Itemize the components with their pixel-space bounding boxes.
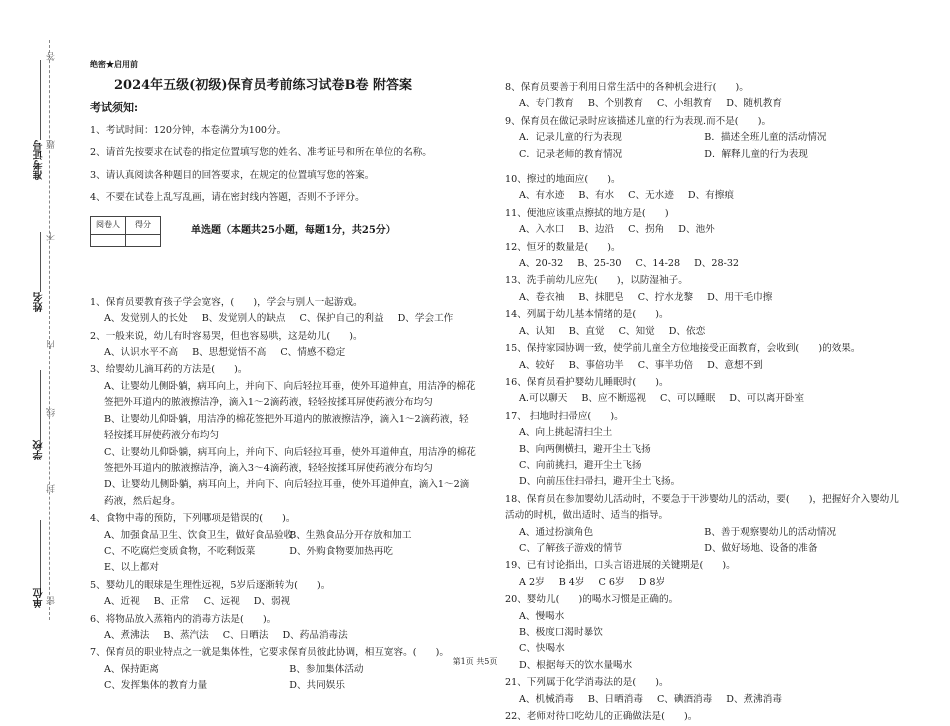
answer-option[interactable]: D、外购食物要加热再吃 bbox=[289, 545, 393, 557]
question-text: 3、给婴幼儿滴耳药的方法是( )。 bbox=[90, 364, 248, 376]
question-item bbox=[505, 409, 905, 491]
notice-line: 1、考试时间：120分钟，本卷满分为100分。 bbox=[90, 124, 287, 136]
answer-option[interactable]: A.可以聊天 bbox=[519, 393, 568, 405]
option-list bbox=[505, 130, 905, 163]
answer-option[interactable]: B．描述全班儿童的活动情况 bbox=[704, 132, 827, 144]
answer-option[interactable]: C、小组教育 bbox=[656, 98, 713, 110]
question-item bbox=[505, 709, 905, 725]
score-cell[interactable] bbox=[126, 234, 161, 246]
answer-option[interactable]: A、入水口 bbox=[519, 224, 565, 236]
answer-option[interactable]: A、卷衣袖 bbox=[519, 291, 565, 303]
answer-option[interactable]: C、不吃腐烂变质食物，不吃剩饭菜 bbox=[104, 545, 256, 557]
option-list bbox=[505, 188, 905, 204]
option-list bbox=[90, 345, 490, 361]
answer-option[interactable]: B、应不断巡视 bbox=[581, 393, 646, 405]
answer-option[interactable]: C．记录老师的教育情况 bbox=[519, 148, 623, 160]
page-title: 2024年五级(初级)保育员考前练习试卷B卷 附答案 bbox=[114, 78, 412, 94]
answer-option[interactable]: D、28-32 bbox=[694, 258, 740, 270]
question-text: 1、保育员要教育孩子学会宽容，( )，学会与别人一起游戏。 bbox=[90, 296, 363, 308]
section-title: 单选题（本题共25小题，每题1分，共25分） bbox=[191, 225, 396, 237]
answer-option[interactable]: A．记录儿童的行为表现 bbox=[519, 132, 622, 144]
answer-option[interactable]: D、池外 bbox=[678, 224, 715, 236]
answer-option[interactable]: D、依恋 bbox=[668, 325, 706, 337]
seal-mark: 题 bbox=[47, 140, 57, 149]
notice-line: 2、请首先按要求在试卷的指定位置填写您的姓名、准考证号和所在单位的名称。 bbox=[90, 147, 432, 159]
exam-number-label: 准考证号 bbox=[34, 140, 45, 180]
answer-option[interactable]: A、认识水平不高 bbox=[104, 347, 179, 359]
unit-underline bbox=[40, 520, 41, 588]
question-list bbox=[505, 80, 905, 163]
option-list bbox=[505, 425, 905, 491]
answer-option[interactable]: D、可以离开卧室 bbox=[729, 393, 805, 405]
answer-option[interactable]: D、意想不到 bbox=[707, 359, 763, 371]
answer-option[interactable]: C、可以睡眠 bbox=[659, 393, 716, 405]
answer-option[interactable]: B、边沿 bbox=[578, 224, 615, 236]
option-list bbox=[505, 222, 905, 238]
score-cell[interactable] bbox=[91, 234, 126, 246]
school-label: 学校 bbox=[34, 440, 45, 460]
question-item bbox=[90, 295, 490, 328]
left-column bbox=[90, 56, 490, 696]
question-item bbox=[505, 341, 905, 374]
answer-option[interactable]: D 8岁 bbox=[638, 576, 666, 588]
option-list bbox=[90, 379, 490, 510]
unit-label: 单位 bbox=[34, 588, 45, 608]
answer-option[interactable]: A、加强食品卫生、饮食卫生，做好食品验收 bbox=[104, 529, 294, 541]
question-item bbox=[505, 114, 905, 163]
notice-line: 3、请认真阅读各种题目的回答要求，在规定的位置填写您的答案。 bbox=[90, 169, 375, 181]
answer-option[interactable]: A、近视 bbox=[104, 596, 140, 608]
secret-marker: 绝密★启用前 bbox=[90, 59, 138, 69]
school-underline bbox=[40, 370, 41, 440]
answer-option[interactable]: B、发觉别人的缺点 bbox=[201, 313, 286, 325]
seal-mark: 内 bbox=[47, 340, 57, 349]
answer-option[interactable]: D、随机教育 bbox=[726, 98, 782, 110]
answer-option[interactable]: D、共同娱乐 bbox=[289, 680, 345, 692]
question-item bbox=[505, 206, 905, 239]
answer-option[interactable]: B、有水 bbox=[578, 190, 615, 202]
question-text: 16、保育员看护婴幼儿睡眠时( )。 bbox=[505, 376, 669, 388]
question-text: 4、食物中毒的预防，下列哪项是错误的( )。 bbox=[90, 513, 296, 525]
answer-option[interactable]: B、直觉 bbox=[568, 325, 605, 337]
question-item bbox=[90, 511, 490, 577]
question-item bbox=[505, 492, 905, 558]
question-item bbox=[505, 172, 905, 205]
question-text: 19、已有讨论指出，口头言语进展的关键期是( )。 bbox=[505, 560, 736, 572]
answer-option[interactable]: C、知觉 bbox=[618, 325, 655, 337]
answer-option[interactable]: B、正常 bbox=[153, 596, 190, 608]
answer-option[interactable]: C、碘酒消毒 bbox=[656, 693, 713, 705]
answer-option[interactable]: C、远视 bbox=[203, 596, 240, 608]
answer-option[interactable]: B 4岁 bbox=[558, 576, 585, 588]
option-list bbox=[505, 692, 905, 708]
answer-option[interactable]: A、煮沸法 bbox=[104, 629, 150, 641]
option-list bbox=[90, 628, 490, 644]
question-text: 15、保持家园协调一致，使学前儿童全方位地接受正面教育，会收到( )的效果。 bbox=[505, 343, 861, 355]
answer-option[interactable]: C、14-28 bbox=[635, 258, 681, 270]
exam-number-underline bbox=[40, 60, 41, 140]
question-text: 6、将物品放入蒸箱内的消毒方法是( )。 bbox=[90, 613, 277, 625]
answer-option[interactable]: D、让婴幼儿侧卧躺，病耳向上，并向下、向后轻拉耳垂，使外耳道伸直，滴入1～2滴药液，然后起身。 bbox=[104, 479, 470, 507]
question-text: 2、一般来说，幼儿有时容易哭，但也容易哄，这是幼儿( )。 bbox=[90, 330, 363, 342]
question-item bbox=[90, 329, 490, 362]
score-table-score: 得分 bbox=[126, 217, 161, 234]
answer-option[interactable]: E、以上都对 bbox=[104, 562, 159, 574]
question-text: 12、恒牙的数量是( )。 bbox=[505, 241, 621, 253]
answer-option[interactable]: A、机械消毒 bbox=[519, 693, 574, 705]
answer-option[interactable]: B、善于观察婴幼儿的活动情况 bbox=[704, 526, 837, 538]
answer-option[interactable]: B、思想觉悟不高 bbox=[192, 347, 267, 359]
answer-option[interactable]: B、极度口渴时暴饮 bbox=[519, 627, 603, 638]
score-table-grader: 阅卷人 bbox=[91, 217, 126, 234]
answer-option[interactable]: C、事半功倍 bbox=[637, 359, 694, 371]
answer-option[interactable]: A、保持距离 bbox=[104, 663, 159, 675]
answer-option[interactable]: A 2岁 bbox=[519, 576, 545, 588]
answer-option[interactable]: C、快喝水 bbox=[519, 643, 565, 655]
notice-heading: 考试须知: bbox=[90, 101, 139, 115]
question-item bbox=[505, 558, 905, 591]
answer-option[interactable]: B、日晒消毒 bbox=[587, 693, 643, 705]
answer-option[interactable]: A、较好 bbox=[519, 359, 555, 371]
spacer bbox=[90, 247, 490, 295]
answer-option[interactable]: B、向两侧横扫，避开尘土飞扬 bbox=[519, 443, 651, 455]
answer-option[interactable]: D、煮沸消毒 bbox=[726, 693, 782, 705]
answer-option[interactable]: C 6岁 bbox=[598, 576, 625, 588]
answer-option[interactable]: D、根据每天的饮水量喝水 bbox=[519, 659, 633, 671]
answer-option[interactable]: C、拧水龙黎 bbox=[637, 291, 694, 303]
option-list bbox=[90, 311, 490, 327]
spacer bbox=[505, 164, 905, 172]
answer-option[interactable]: B、25-30 bbox=[577, 258, 622, 270]
answer-option[interactable]: A、慢喝水 bbox=[519, 610, 565, 622]
question-item bbox=[505, 307, 905, 340]
answer-option[interactable]: A、让婴幼儿侧卧躺，病耳向上，并向下、向后轻拉耳垂，使外耳道伸直，用洁净的棉花签把外耳道内的脓液擦洁净，滴入1～2滴药液，轻轻按揉耳屏使药液分布均匀 bbox=[104, 380, 476, 409]
question-text: 14、列属于幼儿基本情绪的是( )。 bbox=[505, 309, 669, 321]
question-text: 5、婴幼儿的眼球是生理性远视，5岁后逐渐转为( )。 bbox=[90, 579, 331, 591]
question-text: 8、保育员要善于利用日常生活中的各种机会进行( )。 bbox=[505, 82, 749, 93]
answer-option[interactable]: A、专门教育 bbox=[519, 98, 574, 110]
answer-option[interactable]: C、向前挑扫，避开尘土飞扬 bbox=[519, 459, 642, 471]
answer-option[interactable]: D、弱视 bbox=[253, 596, 291, 608]
question-text: 13、洗手前幼儿应先( )，以防湿袖子。 bbox=[505, 275, 688, 287]
question-item bbox=[505, 273, 905, 306]
seal-mark: 封 bbox=[47, 484, 57, 493]
answer-option[interactable]: C、情感不稳定 bbox=[280, 347, 346, 359]
option-list bbox=[505, 290, 905, 306]
option-list bbox=[90, 528, 490, 577]
answer-option[interactable]: C、了解孩子游戏的情节 bbox=[519, 542, 623, 554]
option-list bbox=[90, 594, 490, 610]
question-text: 7、保育员的职业特点之一就是集体性，它要求保育员彼此协调，相互宽容。( )。 bbox=[90, 647, 449, 659]
option-list bbox=[505, 324, 905, 340]
binding-margin bbox=[0, 0, 60, 671]
question-text: 17、 扫地时扫帚应( )。 bbox=[505, 410, 624, 422]
question-text: 20、婴幼儿( )的喝水习惯是正确的。 bbox=[505, 594, 679, 606]
question-text: 21、下列属于化学消毒法的是( )。 bbox=[505, 677, 669, 689]
answer-option[interactable]: A、20-32 bbox=[519, 258, 564, 270]
answer-option[interactable]: C、拐角 bbox=[628, 224, 665, 236]
answer-option[interactable]: C、保护自己的利益 bbox=[299, 313, 384, 325]
question-text: 22、老师对待口吃幼儿的正确做法是( )。 bbox=[505, 711, 698, 723]
answer-option[interactable]: A、有水迹 bbox=[519, 190, 565, 202]
answer-option[interactable]: D、学会工作 bbox=[397, 313, 454, 325]
answer-option[interactable]: D．解释儿童的行为表现 bbox=[704, 148, 808, 160]
seal-mark: 线 bbox=[47, 408, 57, 417]
answer-option[interactable]: C、让婴幼儿仰卧躺，病耳向上，并向下、向后轻拉耳垂，使外耳道伸直，用洁净的棉花签把外耳道内的脓液擦洁净，滴入3～4滴药液，轻轻按揉耳屏使药液分布均匀 bbox=[104, 446, 476, 474]
answer-option[interactable]: D、向前压住扫帚扫，避开尘土飞扬。 bbox=[519, 476, 681, 488]
answer-option[interactable]: C、无水迹 bbox=[628, 190, 674, 202]
answer-option[interactable]: A、向上挑起清扫尘土 bbox=[519, 427, 613, 439]
seal-mark: 不 bbox=[47, 232, 57, 241]
question-item bbox=[505, 675, 905, 708]
right-column bbox=[505, 84, 905, 726]
option-list bbox=[505, 575, 905, 591]
score-table bbox=[90, 216, 161, 246]
answer-option[interactable]: D、有擦痕 bbox=[687, 190, 734, 202]
option-list bbox=[505, 358, 905, 374]
question-item bbox=[90, 578, 490, 611]
page-number: 第1页 共5页 bbox=[452, 657, 498, 666]
question-text: 11、便池应该重点擦拭的地方是( ) bbox=[505, 207, 669, 219]
answer-option[interactable]: A、认知 bbox=[519, 325, 555, 337]
question-item bbox=[505, 240, 905, 273]
question-item bbox=[90, 645, 490, 694]
score-row bbox=[90, 216, 490, 246]
seal-mark: 密 bbox=[47, 596, 57, 605]
answer-option[interactable]: C、日晒法 bbox=[222, 629, 269, 641]
question-text: 18、保育员在参加婴幼儿活动时，不要急于干涉婴幼儿的活动，要( )，把握好介入婴幼儿活动的时机，做出适时、适当的指导。 bbox=[505, 493, 899, 522]
answer-option[interactable]: C、发挥集体的教育力量 bbox=[104, 680, 208, 692]
option-list bbox=[505, 525, 905, 558]
question-item bbox=[90, 362, 490, 510]
question-item bbox=[90, 612, 490, 645]
name-label: 姓名 bbox=[34, 292, 45, 312]
question-list bbox=[505, 172, 905, 725]
answer-option[interactable]: B、让婴幼儿仰卧躺，用洁净的棉花签把外耳道内的脓液擦洁净，滴入1～2滴药液，轻轻按揉耳屏使药液分布均匀 bbox=[104, 413, 469, 442]
seal-mark: 答 bbox=[47, 52, 57, 61]
answer-option[interactable]: A、通过扮演角色 bbox=[519, 526, 594, 538]
option-list bbox=[505, 96, 905, 112]
answer-option[interactable]: B、蒸汽法 bbox=[163, 629, 209, 641]
question-text: 10、擦过的地面应( )。 bbox=[505, 174, 621, 186]
question-item bbox=[505, 80, 905, 113]
question-text: 9、保育员在做记录时应该描述儿童的行为表现.而不是( )。 bbox=[505, 115, 772, 127]
option-list bbox=[505, 256, 905, 272]
answer-option[interactable]: B、抹肥皂 bbox=[578, 291, 624, 303]
answer-option[interactable]: A、发觉别人的长处 bbox=[104, 313, 188, 325]
answer-option[interactable]: B、生熟食品分开存放和加工 bbox=[289, 529, 412, 541]
answer-option[interactable]: D、药品消毒法 bbox=[282, 629, 348, 641]
question-item bbox=[505, 375, 905, 408]
seal-line bbox=[49, 40, 50, 620]
answer-option[interactable]: B、个别教育 bbox=[587, 98, 643, 110]
name-underline bbox=[40, 232, 41, 292]
question-list bbox=[90, 295, 490, 695]
option-list bbox=[505, 391, 905, 407]
answer-option[interactable]: B、事倍功半 bbox=[568, 359, 624, 371]
notice-line: 4、不要在试卷上乱写乱画，请在密封线内答题，否则不予评分。 bbox=[90, 192, 365, 204]
answer-option[interactable]: B、参加集体活动 bbox=[289, 663, 364, 675]
answer-option[interactable]: D、用干毛巾擦 bbox=[707, 291, 773, 303]
answer-option[interactable]: D、做好场地、设备的准备 bbox=[704, 542, 818, 554]
